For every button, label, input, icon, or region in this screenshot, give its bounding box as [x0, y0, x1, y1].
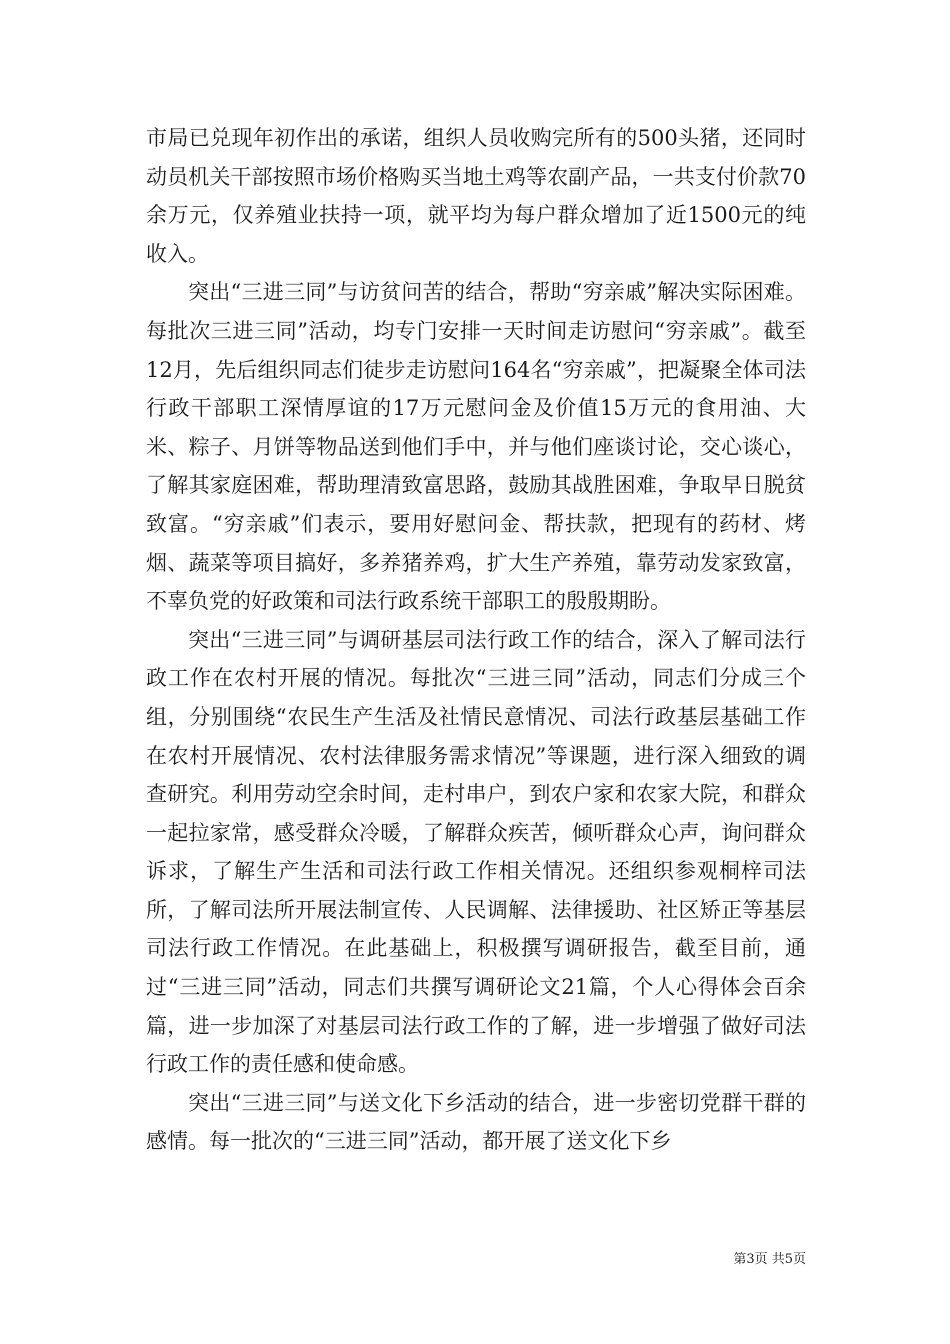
paragraph-research: 突出“三进三同”与调研基层司法行政工作的结合，深入了解司法行政工作在农村开展的情况。每批次“三进三同”活动，同志们分成三个组，分别围绕“农民生产生活及社情民意情况、司法行政基层基础工作在农村开展情况、农村法律服务需求情况”等课题，进行深入细致的调查研究。利用劳动空余时间，走村串户，到农户家和农家大院，和群众一起拉家常，感受群众冷暖，了解群众疾苦，倾听群众心声，询问群众诉求，了解生产生活和司法行政工作相关情况。还组织参观桐梓司法所，了解司法所开展法制宣传、人民调解、法律援助、社区矫正等基层司法行政工作情况。在此基础上，积极撰写调研报告，截至目前，通过“三进三同”活动，同志们共撰写调研论文21篇，个人心得体会百余篇，进一步加深了对基层司法行政工作的了解，进一步增强了做好司法行政工作的责任感和使命感。 [146, 627, 806, 1077]
paragraph-visit-poor: 突出“三进三同”与访贫问苦的结合，帮助“穷亲戚”解决实际困难。每批次三进三同”活动，均专门安排一天时间走访慰问“穷亲戚”。截至12月，先后组织同志们徒步走访慰问164名“穷亲戚”，把凝聚全体司法行政干部职工深情厚谊的17万元慰问金及价值15万元的食用油、大米、粽子、月饼等物品送到他们手中，并与他们座谈讨论，交心谈心，了解其家庭困难，帮助理清致富思路，鼓励其战胜困难，争取早日脱贫致富。“穷亲戚”们表示，要用好慰问金、帮扶款，把现有的药材、烤烟、蔬菜等项目搞好，多养猪养鸡，扩大生产养殖，靠劳动发家致富，不辜负党的好政策和司法行政系统干部职工的殷殷期盼。 [146, 280, 806, 614]
page-number: 第3页 共5页 [733, 1252, 806, 1267]
paragraph-culture: 突出“三进三同”与送文化下乡活动的结合，进一步密切党群干群的感情。每一批次的“三进三同”活动，都开展了送文化下乡 [146, 1090, 806, 1154]
document-body [146, 119, 806, 1161]
paragraph-continuation: 市局已兑现年初作出的承诺，组织人员收购完所有的500头猪，还同时动员机关干部按照市场价格购买当地土鸡等农副产品，一共支付价款70余万元，仅养殖业扶持一项，就平均为每户群众增加了近1500元的纯收入。 [146, 126, 806, 266]
